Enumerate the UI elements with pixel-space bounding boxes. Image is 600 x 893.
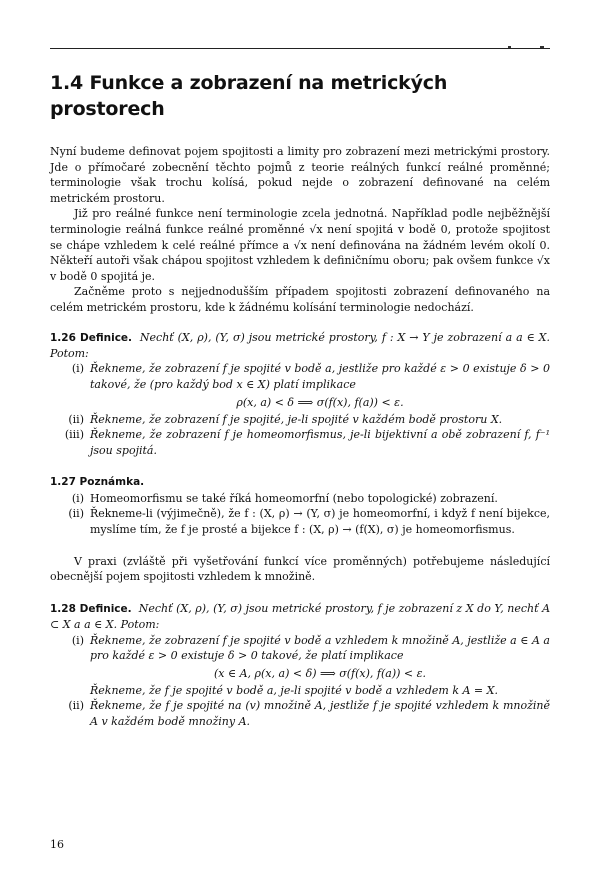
remark-item: (ii) Řekneme-li (výjimečně), že f : (X, ρ) → (Y, σ) je homeomorfní, i když f není bijekce, myslíme tím, že f je prosté a bijekce f : (X, ρ) → (f(X), σ) je homeomorfismus. [68,507,550,536]
intro-paragraph-1: Nyní budeme definovat pojem spojitosti a limity pro zobrazení mezi metrickými prostory. Jde o přímočaré zobecnění těchto pojmů z teorie reálných funkcí reálné proměnné; terminologie však trochu kolísá, pokud nejde o zobrazení definované na celém metrickém prostoru. [50,145,550,205]
page-number: 16 [50,838,64,851]
formula: ρ(x, a) < δ ⟹ σ(f(x), f(a)) < ε. [236,395,404,409]
intro-paragraph-2: Již pro reálné funkce není terminologie zcela jednotná. Například podle nejběžnější terminologie reálná funkce reálné proměnné √x není spojitá v bodě 0, protože spojitost se chápe vzhledem k celé reálné přímce a √x není definována na žádném levém okolí 0. Někteří autoři však chápou spojitost vzhledem k definičnímu oboru; pak ovšem funkce √x v bodě 0 spojitá je. [50,207,550,283]
definition-item: (i) Řekneme, že zobrazení f je spojité v bodě a vzhledem k množině A, jestliže a ∈ A a pro každé ε > 0 existuje δ > 0 takové, že platí implikace (x ∈ A, ρ(x, a) < δ) ⟹ σ(f(x), f(a)) < ε. Řekneme, že f je spojité v bodě a, je-li spojité v bodě a vzhledem k A = X. [71,633,550,697]
definition-item: (ii) Řekneme, že f je spojité na (v) množině A, jestliže f je spojité vzhledem k množině A v každém bodě množiny A. [68,699,550,728]
definition-item: (ii) Řekneme, že zobrazení f je spojité, je-li spojité v každém bodě prostoru X. [68,412,503,426]
definition-item: (i) Řekneme, že zobrazení f je spojité v bodě a, jestliže pro každé ε > 0 existuje δ > 0 takové, že (pro každý bod x ∈ X) platí implikace ρ(x, a) < δ ⟹ σ(f(x), f(a)) < ε. [50,361,550,411]
formula: (x ∈ A, ρ(x, a) < δ) ⟹ σ(f(x), f(a)) < ε. [213,666,427,680]
definition-text: Nechť (X, ρ), (Y, σ) jsou metrické prostory, f : X → Y je zobrazení a a ∈ X. Potom: [50,330,550,360]
header-marks [498,42,550,50]
intro-paragraph-3: Začněme proto s nejjednodušším případem spojitosti zobrazení definovaného na celém metrickém prostoru, kde k žádnému kolísání terminologie nedochází. [50,285,550,314]
definition-text: Nechť (X, ρ), (Y, σ) jsou metrické prostory, f je zobrazení z X do Y, nechť A ⊂ X a a ∈ X. Potom: [50,601,551,632]
page-content [50,70,550,729]
definition-item: (iii) Řekneme, že zobrazení f je homeomorfismus, je-li bijektivní a obě zobrazení f, f⁻¹ jsou spojitá. [64,428,550,457]
definition-note: Řekneme, že f je spojité v bodě a, je-li spojité v bodě a vzhledem k A = X. [90,683,498,697]
definition-1-26 [50,330,550,459]
section-title: 1.4 Funkce a zobrazení na metrických prostorech [50,72,448,120]
remark-heading: 1.27 Poznámka. [50,476,145,489]
definition-heading: 1.26 Definice. [50,331,133,344]
remark-item: (i) Homeomorfismu se také říká homeomorfní (nebo topologické) zobrazení. [71,491,498,505]
definition-1-28 [50,601,550,730]
transition-paragraph: V praxi (zvláště při vyšetřování funkcí více proměnných) potřebujeme následující obecnější pojem spojitosti vzhledem k množině. [50,554,550,584]
definition-heading: 1.28 Definice. [50,602,132,615]
header-rule [50,48,550,49]
remark-1-27 [50,474,550,537]
